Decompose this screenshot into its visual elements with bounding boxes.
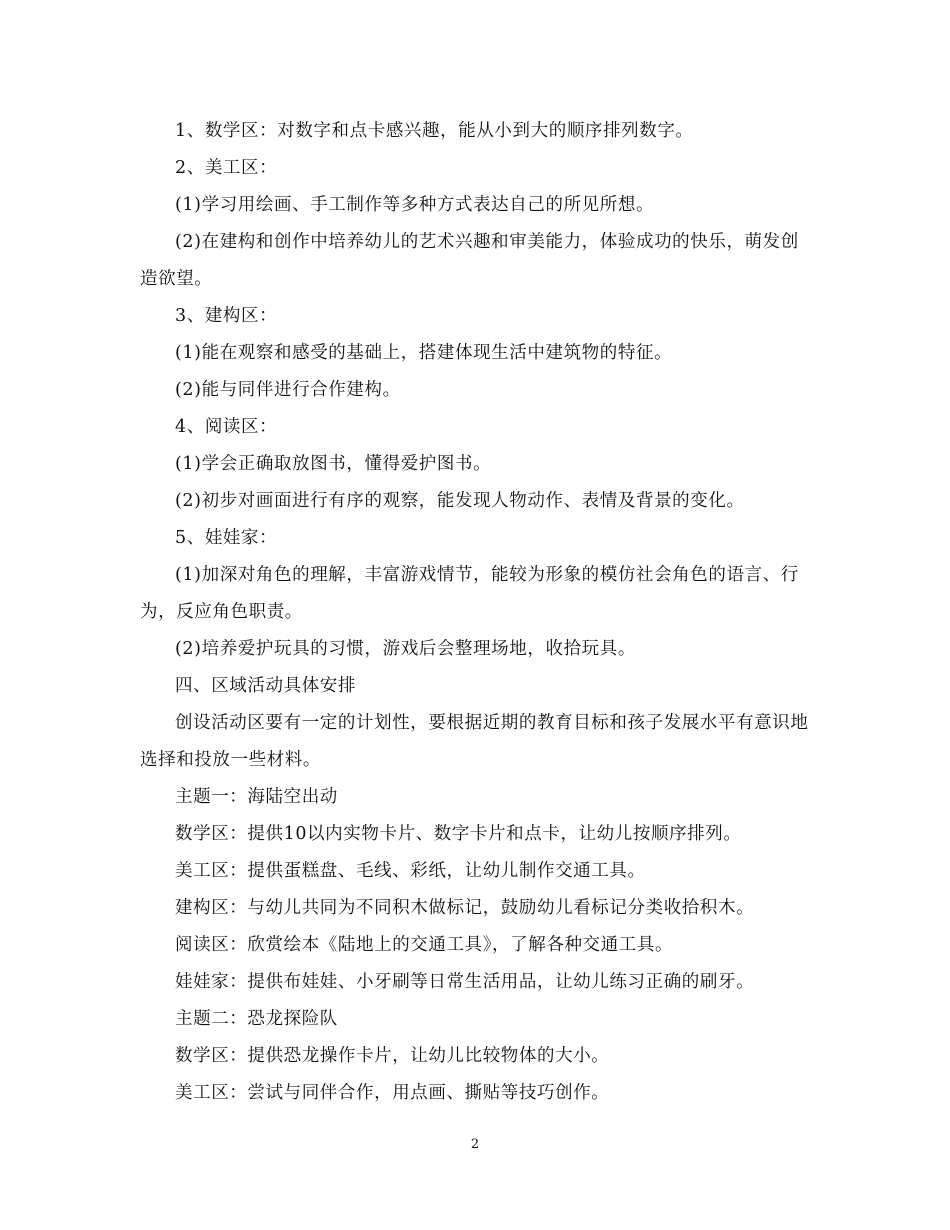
paragraph-art-area-heading: 2、美工区： [175,158,278,178]
theme-two-art-area: 美工区：尝试与同伴合作，用点画、撕贴等技巧创作。 [175,1083,610,1103]
paragraph-math-area: 1、数学区：对数字和点卡感兴趣，能从小到大的顺序排列数字。 [175,121,694,141]
theme-one-construction-area: 建构区：与幼儿共同为不同积木做标记，鼓励幼儿看标记分类收拾积木。 [175,898,755,918]
paragraph-reading-area-item-2: (2)初步对画面进行有序的观察，能发现人物动作、表情及背景的变化。 [175,491,745,511]
document-body [140,113,814,1112]
paragraph-construction-area-item-2: (2)能与同伴进行合作建构。 [175,380,401,400]
page-number: 2 [470,1137,480,1152]
theme-one-heading: 主题一：海陆空出动 [175,787,338,807]
theme-two-math-area: 数学区：提供恐龙操作卡片，让幼儿比较物体的大小。 [175,1046,610,1066]
theme-one-reading-area: 阅读区：欣赏绘本《陆地上的交通工具》，了解各种交通工具。 [175,935,674,955]
theme-one-math-area: 数学区：提供10以内实物卡片、数字卡片和点卡，让幼儿按顺序排列。 [175,824,742,844]
paragraph-reading-area-heading: 4、阅读区： [175,417,278,437]
paragraph-doll-house-heading: 5、娃娃家： [175,528,278,548]
paragraph-arrangement-intro: 创设活动区要有一定的计划性，要根据近期的教育目标和孩子发展水平有意识地选择和投放一些材料。 [140,713,809,770]
theme-two-heading: 主题二：恐龙探险队 [175,1009,338,1029]
paragraph-doll-house-item-1: (1)加深对角色的理解，丰富游戏情节，能较为形象的模仿社会角色的语言、行为，反应角色职责。 [140,565,799,622]
paragraph-doll-house-item-2: (2)培养爱护玩具的习惯，游戏后会整理场地，收拾玩具。 [175,639,636,659]
paragraph-construction-area-heading: 3、建构区： [175,306,278,326]
paragraph-art-area-item-2: (2)在建构和创作中培养幼儿的艺术兴趣和审美能力，体验成功的快乐，萌发创造欲望。 [140,232,799,289]
section-heading-area-arrangement: 四、区域活动具体安排 [175,676,356,696]
paragraph-reading-area-item-1: (1)学会正确取放图书，懂得爱护图书。 [175,454,492,474]
theme-one-art-area: 美工区：提供蛋糕盘、毛线、彩纸，让幼儿制作交通工具。 [175,861,646,881]
theme-one-doll-house: 娃娃家：提供布娃娃、小牙刷等日常生活用品，让幼儿练习正确的刷牙。 [175,972,755,992]
paragraph-construction-area-item-1: (1)能在观察和感受的基础上，搭建体现生活中建筑物的特征。 [175,343,673,363]
paragraph-art-area-item-1: (1)学习用绘画、手工制作等多种方式表达自己的所见所想。 [175,195,655,215]
